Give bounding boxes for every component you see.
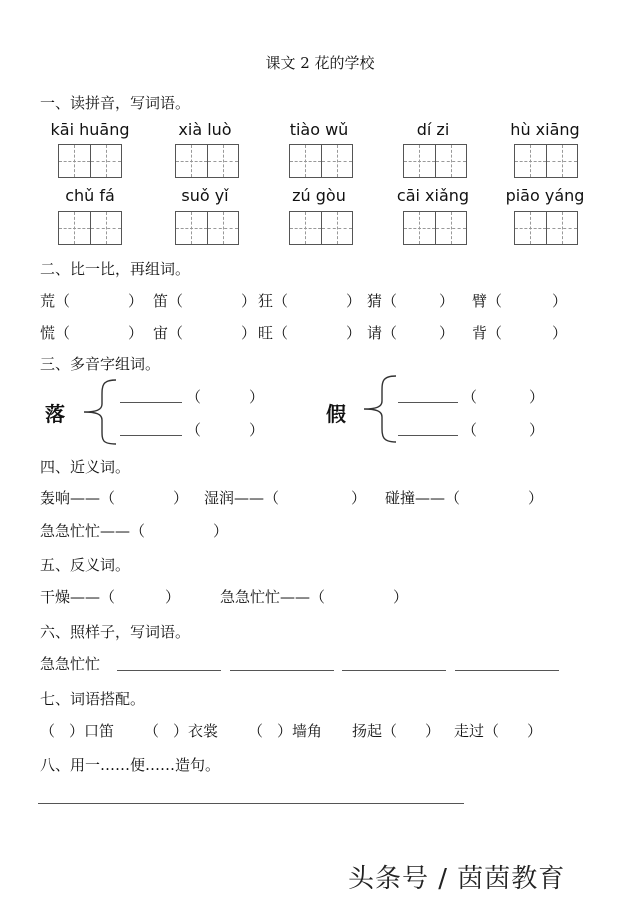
writing-box-5[interactable] (514, 144, 578, 178)
compare-item-2[interactable]: 笛（ ） (153, 292, 257, 310)
write-line-3[interactable] (342, 670, 446, 671)
pinyin-1: kāi huāng (50, 120, 130, 139)
paren-luo-1[interactable]: （ ） (186, 388, 265, 406)
writing-box-1[interactable] (58, 144, 122, 178)
brace-left-2 (360, 374, 400, 444)
paren-luo-2[interactable]: （ ） (186, 421, 265, 439)
writing-box-9[interactable] (403, 211, 467, 245)
pinyin-6: chǔ fá (65, 186, 115, 205)
write-line-2[interactable] (230, 670, 334, 671)
polyphone-char-jia: 假 (326, 402, 346, 426)
page-title: 课文 2 花的学校 (265, 54, 375, 72)
pinyin-5: hù xiāng (510, 120, 580, 139)
synonym-item-1[interactable]: 轰响——（ ） (40, 489, 189, 507)
sentence-line[interactable] (38, 803, 464, 804)
synonym-item-2[interactable]: 湿润——（ ） (204, 489, 367, 507)
pinyin-10: piāo yáng (505, 186, 585, 205)
compare-item-4[interactable]: 猜（ ） (367, 292, 455, 310)
writing-box-4[interactable] (403, 144, 467, 178)
example-word: 急急忙忙 (40, 655, 101, 673)
match-item-4[interactable]: 扬起（ ） (352, 722, 441, 740)
write-line-1[interactable] (117, 670, 221, 671)
pinyin-2: xià luò (178, 120, 232, 139)
paren-jia-2[interactable]: （ ） (462, 421, 545, 439)
section-1-heading: 一、读拼音，写词语。 (40, 94, 191, 112)
match-item-2[interactable]: （ ）衣裳 (144, 722, 219, 740)
answer-line-luo-1[interactable] (120, 402, 182, 403)
match-item-5[interactable]: 走过（ ） (454, 722, 543, 740)
antonym-item-2[interactable]: 急急忙忙——（ ） (220, 588, 409, 606)
writing-box-6[interactable] (58, 211, 122, 245)
section-6-heading: 六、照样子，写词语。 (40, 623, 191, 641)
compare-item-6[interactable]: 慌（ ） (40, 324, 144, 342)
pinyin-4: dí zi (416, 120, 450, 139)
pinyin-8: zú gòu (292, 186, 346, 205)
polyphone-char-luo: 落 (45, 402, 65, 426)
section-2-heading: 二、比一比，再组词。 (40, 260, 191, 278)
synonym-item-3[interactable]: 碰撞——（ ） (385, 489, 544, 507)
antonym-item-1[interactable]: 干燥——（ ） (40, 588, 181, 606)
brace-left-1 (80, 378, 120, 446)
pinyin-3: tiào wǔ (289, 120, 349, 139)
synonym-item-4[interactable]: 急急忙忙——（ ） (40, 522, 229, 540)
watermark-text: 头条号 / 茵茵教育 (348, 864, 566, 894)
match-item-1[interactable]: （ ）口笛 (40, 722, 115, 740)
section-8-heading: 八、用一……便……造句。 (40, 756, 221, 774)
writing-box-3[interactable] (289, 144, 353, 178)
section-4-heading: 四、近义词。 (40, 458, 131, 476)
answer-line-jia-2[interactable] (398, 435, 458, 436)
paren-jia-1[interactable]: （ ） (462, 388, 545, 406)
pinyin-7: suǒ yǐ (181, 186, 229, 205)
writing-box-8[interactable] (289, 211, 353, 245)
section-5-heading: 五、反义词。 (40, 556, 131, 574)
writing-box-2[interactable] (175, 144, 239, 178)
answer-line-luo-2[interactable] (120, 435, 182, 436)
section-3-heading: 三、多音字组词。 (40, 355, 161, 373)
compare-item-5[interactable]: 臂（ ） (472, 292, 568, 310)
pinyin-9: cāi xiǎng (396, 186, 470, 205)
compare-item-3[interactable]: 狂（ ） (258, 292, 362, 310)
compare-item-8[interactable]: 旺（ ） (258, 324, 362, 342)
writing-box-7[interactable] (175, 211, 239, 245)
answer-line-jia-1[interactable] (398, 402, 458, 403)
writing-box-10[interactable] (514, 211, 578, 245)
compare-item-1[interactable]: 荒（ ） (40, 292, 144, 310)
section-7-heading: 七、词语搭配。 (40, 690, 146, 708)
compare-item-10[interactable]: 背（ ） (472, 324, 568, 342)
compare-item-9[interactable]: 请（ ） (367, 324, 455, 342)
write-line-4[interactable] (455, 670, 559, 671)
compare-item-7[interactable]: 宙（ ） (153, 324, 257, 342)
match-item-3[interactable]: （ ）墙角 (248, 722, 323, 740)
